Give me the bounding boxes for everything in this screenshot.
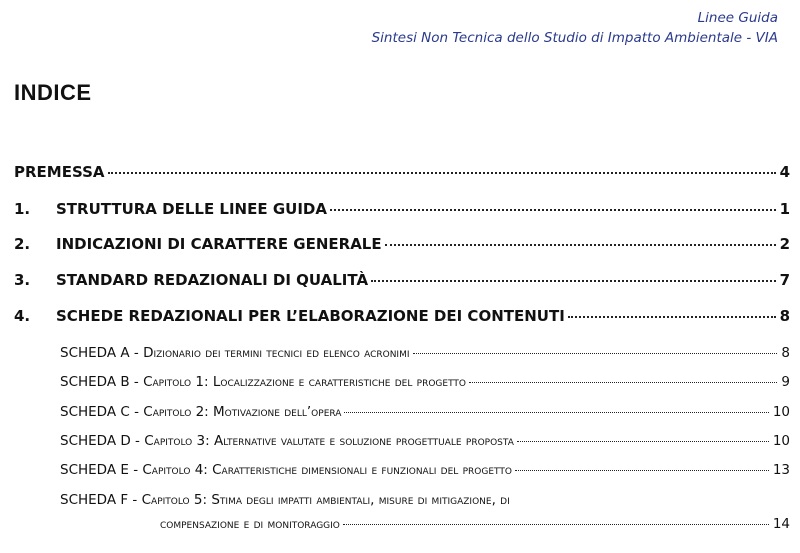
dot-leader: [568, 316, 776, 318]
scheda-title: Capitolo 2: Motivazione dell’opera: [143, 404, 342, 420]
toc-entry-title: PREMESSA: [14, 163, 105, 181]
page-title: INDICE: [14, 80, 92, 105]
dot-leader: [344, 412, 768, 413]
scheda-page: 14: [772, 516, 790, 532]
toc-scheda-a[interactable]: SCHEDA A - Dizionario dei termini tecnici ed elenco acronimi 8: [60, 345, 790, 361]
toc-entry-title: SCHEDE REDAZIONALI PER L’ELABORAZIONE DEI CONTENUTI: [56, 307, 565, 325]
toc-entry-1[interactable]: [14, 200, 790, 218]
scheda-page: 9: [781, 374, 790, 390]
toc-scheda-f-continuation[interactable]: [60, 516, 790, 532]
toc-entry-premessa[interactable]: [14, 163, 790, 181]
scheda-label: SCHEDA D: [60, 433, 131, 449]
toc-entry-title: INDICAZIONI DI CARATTERE GENERALE: [56, 235, 382, 253]
scheda-page: 10: [772, 404, 790, 420]
dot-leader: [343, 524, 769, 525]
toc-entry-number: 4.: [14, 307, 31, 325]
dot-leader: [385, 244, 776, 246]
header-line-2: Sintesi Non Tecnica dello Studio di Impatto Ambientale - VIA: [371, 30, 778, 46]
toc-entry-page: 8: [779, 307, 790, 325]
toc-scheda-f[interactable]: SCHEDA F - Capitolo 5: Stima degli impatti ambientali, misure di mitigazione, di: [60, 492, 510, 508]
scheda-label: SCHEDA B: [60, 374, 130, 390]
toc-entry-2[interactable]: [14, 235, 790, 253]
scheda-label: SCHEDA E: [60, 462, 129, 478]
toc-scheda-e[interactable]: SCHEDA E - Capitolo 4: Caratteristiche dimensionali e funzionali del progetto 13: [60, 462, 790, 478]
dot-leader: [371, 280, 776, 282]
toc-entry-title: STANDARD REDAZIONALI DI QUALITÀ: [56, 271, 369, 289]
scheda-title: Capitolo 4: Caratteristiche dimensionali e funzionali del progetto: [142, 462, 512, 478]
dot-leader: [108, 172, 776, 174]
scheda-title: Capitolo 3: Alternative valutate e soluzione progettuale proposta: [144, 433, 514, 449]
dot-leader: [330, 209, 776, 211]
scheda-title: Capitolo 1: Localizzazione e caratteristiche del progetto: [143, 374, 467, 390]
toc-entry-page: 7: [779, 271, 790, 289]
dot-leader: [515, 470, 769, 471]
dot-leader: [469, 382, 777, 383]
scheda-title: Capitolo 5: Stima degli impatti ambientali, misure di mitigazione, di: [141, 492, 510, 508]
header-line-1: Linee Guida: [697, 10, 778, 26]
scheda-page: 10: [772, 433, 790, 449]
scheda-label: SCHEDA F: [60, 492, 129, 508]
scheda-page: 8: [781, 345, 790, 361]
toc-entry-title: STRUTTURA DELLE LINEE GUIDA: [56, 200, 327, 218]
scheda-page: 13: [772, 462, 790, 478]
toc-entry-3[interactable]: [14, 271, 790, 289]
scheda-title: Dizionario dei termini tecnici ed elenco acronimi: [143, 345, 410, 361]
toc-scheda-d[interactable]: SCHEDA D - Capitolo 3: Alternative valutate e soluzione progettuale proposta 10: [60, 433, 790, 449]
toc-entry-page: 4: [779, 163, 790, 181]
toc-entry-page: 2: [779, 235, 790, 253]
scheda-label: SCHEDA C: [60, 404, 130, 420]
toc-scheda-b[interactable]: SCHEDA B - Capitolo 1: Localizzazione e caratteristiche del progetto 9: [60, 374, 790, 390]
scheda-title-continuation: compensazione e di monitoraggio: [160, 516, 340, 532]
toc-entry-number: 3.: [14, 271, 31, 289]
toc-entry-4[interactable]: [14, 307, 790, 325]
document-header: [372, 8, 778, 48]
toc-entry-number: 1.: [14, 200, 31, 218]
scheda-label: SCHEDA A: [60, 345, 130, 361]
toc-scheda-c[interactable]: SCHEDA C - Capitolo 2: Motivazione dell’opera 10: [60, 404, 790, 420]
toc-entry-page: 1: [779, 200, 790, 218]
toc-entry-number: 2.: [14, 235, 31, 253]
dot-leader: [517, 441, 769, 442]
dot-leader: [413, 353, 778, 354]
